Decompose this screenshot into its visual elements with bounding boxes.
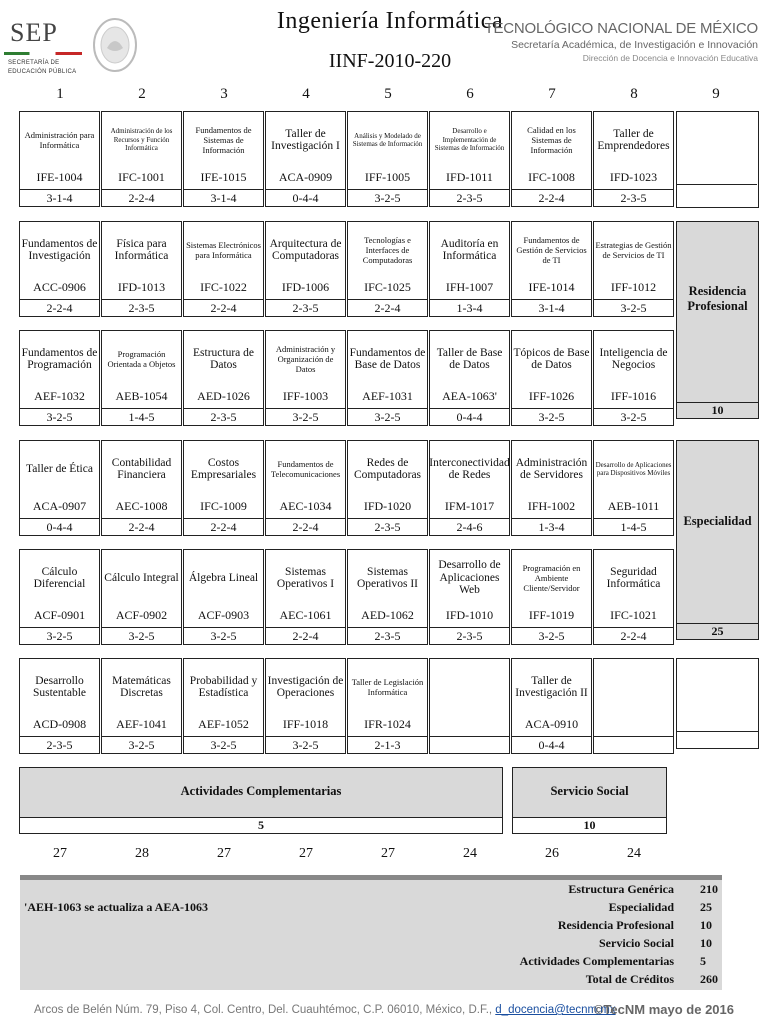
course-box[interactable]: [19, 330, 100, 426]
semester-total: 26: [545, 846, 559, 861]
course-key: IFD-1020: [363, 499, 412, 513]
footer-address: [34, 1004, 616, 1016]
summary-value: 260: [700, 972, 718, 986]
course-box[interactable]: [429, 221, 510, 317]
course-key: IFD-1006: [281, 280, 330, 294]
course-box[interactable]: [265, 658, 346, 754]
course-name: Estrategias de Gestión de Servicios de TI: [595, 240, 672, 260]
course-cell: [101, 658, 182, 737]
course-name: Programación Orientada a Objetos: [107, 349, 176, 369]
course-cell: [183, 549, 264, 628]
course-name: Análisis y Modelado de Sistemas de Información: [352, 131, 423, 148]
course-box[interactable]: [183, 111, 264, 207]
semester-total: 27: [381, 846, 395, 861]
course-key: AEA-1063': [442, 389, 497, 403]
course-name: Taller de Legislación Informática: [351, 677, 424, 697]
course-credits: 0-4-4: [265, 190, 346, 207]
course-credits: 2-3-5: [265, 300, 346, 317]
course-box[interactable]: [347, 330, 428, 426]
tecnm-header: [485, 20, 759, 63]
course-box[interactable]: [347, 111, 428, 207]
course-box[interactable]: [429, 111, 510, 207]
course-key: IFF-1003: [282, 389, 329, 403]
course-name: Matemáticas Discretas: [112, 674, 171, 699]
course-name: Desarrollo de Aplicaciones Web: [438, 559, 501, 597]
course-cell: [19, 221, 100, 300]
course-name: Interconectividad de Redes: [429, 456, 510, 481]
summary-value: 10: [700, 918, 712, 932]
semester-total: 27: [217, 846, 231, 861]
course-key: ACC-0906: [33, 280, 86, 294]
course-name: Fundamentos de Telecomunicaciones: [270, 459, 341, 479]
semester-number: 8: [630, 86, 638, 102]
course-key: ACF-0902: [115, 608, 168, 622]
course-credits: 2-2-4: [265, 519, 346, 536]
course-credits: 0-4-4: [511, 737, 592, 754]
course-cell: [101, 330, 182, 409]
servicio-social-box: [512, 767, 667, 818]
course-key: ACF-0903: [197, 608, 250, 622]
course-box[interactable]: [101, 221, 182, 317]
course-cell: [19, 111, 100, 190]
course-key: AEB-1011: [607, 499, 660, 513]
course-box[interactable]: [265, 440, 346, 536]
mexico-seal-icon: [92, 16, 138, 74]
course-cell: [265, 440, 346, 519]
course-name: Inteligencia de Negocios: [599, 346, 668, 371]
semester-number: 1: [56, 86, 64, 102]
course-cell: [593, 658, 674, 737]
sep-logo: [2, 18, 84, 80]
course-name: Fundamentos de Programación: [21, 346, 98, 371]
course-key: IFE-1014: [528, 280, 575, 294]
course-credits: 1-3-4: [429, 300, 510, 317]
course-credits: 3-1-4: [511, 300, 592, 317]
course-box[interactable]: [101, 111, 182, 207]
course-key: ACA-0910: [524, 717, 579, 731]
course-name: Desarrollo de Aplicaciones para Dispositivos Móviles: [595, 460, 672, 477]
course-credits: 2-2-4: [101, 190, 182, 207]
sep-logo-subtitle-2: EDUCACIÓN PÚBLICA: [8, 69, 77, 75]
course-key: AEF-1041: [116, 717, 167, 731]
course-box[interactable]: [429, 330, 510, 426]
course-cell: [183, 330, 264, 409]
course-cell: [347, 658, 428, 737]
semester-number: 6: [466, 86, 474, 102]
course-credits: 3-2-5: [593, 300, 674, 317]
semester-number: 7: [548, 86, 556, 102]
course-box[interactable]: [511, 330, 592, 426]
course-credits: 2-3-5: [347, 628, 428, 645]
course-box[interactable]: [183, 330, 264, 426]
tecnm-title: TECNOLÓGICO NACIONAL DE MÉXICO: [484, 20, 758, 37]
course-credits: 3-2-5: [19, 628, 100, 645]
course-credits: 3-2-5: [183, 737, 264, 754]
course-name: Fundamentos de Sistemas de Información: [195, 125, 252, 155]
course-box[interactable]: [19, 440, 100, 536]
page-title: Ingeniería Informática: [276, 8, 504, 34]
sep-logo-text: SEP: [10, 18, 58, 47]
course-box[interactable]: [265, 111, 346, 207]
course-credits: 3-1-4: [19, 190, 100, 207]
course-cell: [183, 440, 264, 519]
course-credits: 2-2-4: [265, 628, 346, 645]
course-name: Contabilidad Financiera: [111, 456, 172, 481]
course-box[interactable]: [265, 549, 346, 645]
summary-label: Estructura Genérica: [568, 882, 674, 896]
course-cell: [183, 221, 264, 300]
summary-label: Residencia Profesional: [557, 918, 674, 932]
residencia-box: [676, 221, 759, 419]
summary-label: Total de Créditos: [585, 972, 674, 986]
course-key: IFF-1005: [364, 170, 411, 184]
semester-number: 2: [138, 86, 146, 102]
course-cell: [101, 549, 182, 628]
course-cell: [101, 111, 182, 190]
course-name: Tecnologías e Interfaces de Computadoras: [362, 235, 413, 265]
course-credits: 2-3-5: [101, 300, 182, 317]
course-cell: [19, 658, 100, 737]
course-cell: [19, 549, 100, 628]
semester-total: 27: [299, 846, 313, 861]
course-credits: 2-2-4: [593, 628, 674, 645]
course-box[interactable]: [511, 440, 592, 536]
course-key: IFF-1026: [528, 389, 575, 403]
course-name: Taller de Emprendedores: [597, 127, 670, 152]
course-box[interactable]: [511, 549, 592, 645]
course-credits: 2-3-5: [429, 190, 510, 207]
course-cell: [347, 440, 428, 519]
course-credits: 3-2-5: [265, 737, 346, 754]
course-key: IFF-1016: [610, 389, 657, 403]
course-name: Sistemas Operativos II: [357, 565, 418, 590]
course-credits: 1-4-5: [101, 409, 182, 426]
course-credits: 3-2-5: [347, 409, 428, 426]
summary-value: 10: [700, 936, 712, 950]
course-name: Cálculo Diferencial: [33, 565, 86, 590]
course-credits: 2-2-4: [19, 300, 100, 317]
course-key: AED-1062: [361, 608, 414, 622]
sep-logo-stripe: [4, 52, 82, 55]
update-note: 'AEH-1063 se actualiza a AEA-1063: [24, 900, 208, 914]
course-box[interactable]: [19, 549, 100, 645]
course-credits: 3-2-5: [183, 628, 264, 645]
course-box[interactable]: [511, 221, 592, 317]
course-key: ACF-0901: [33, 608, 86, 622]
course-box[interactable]: [429, 549, 510, 645]
course-cell: [511, 549, 592, 628]
course-credits: 2-1-3: [347, 737, 428, 754]
course-key: IFD-1013: [117, 280, 166, 294]
summary-label: Servicio Social: [599, 936, 674, 950]
course-name: Desarrollo e Implementación de Sistemas de Información: [434, 127, 505, 153]
course-box[interactable]: [593, 440, 674, 536]
summary-value: 5: [700, 954, 706, 968]
course-name: Cálculo Integral: [104, 571, 179, 584]
course-cell: [101, 221, 182, 300]
course-box[interactable]: [183, 658, 264, 754]
course-credits: 2-4-6: [429, 519, 510, 536]
course-credits: 2-3-5: [19, 737, 100, 754]
course-name: Investigación de Operaciones: [267, 674, 344, 699]
plan-code: IINF-2010-220: [328, 50, 452, 72]
course-key: AEC-1008: [115, 499, 168, 513]
course-cell: [511, 330, 592, 409]
course-box[interactable]: [101, 440, 182, 536]
summary-value: 25: [700, 900, 712, 914]
semester-total: 24: [627, 846, 641, 861]
course-cell: [265, 330, 346, 409]
summary-label: Actividades Complementarias: [519, 954, 674, 968]
semester-number: 4: [302, 86, 310, 102]
course-name: Administración de los Recursos y Función Informática: [110, 127, 173, 153]
course-credits: 2-2-4: [101, 519, 182, 536]
course-key: AEF-1032: [34, 389, 85, 403]
course-key: IFR-1024: [364, 717, 411, 731]
course-credits: 3-2-5: [593, 409, 674, 426]
especialidad-label: Especialidad: [683, 514, 752, 528]
course-credits: 3-2-5: [265, 409, 346, 426]
course-box[interactable]: [183, 440, 264, 536]
course-box[interactable]: [511, 111, 592, 207]
semester-9-empty-box-2: [676, 658, 759, 749]
course-key: AEF-1052: [198, 717, 249, 731]
course-box[interactable]: [511, 658, 592, 754]
course-credits: 2-2-4: [183, 300, 264, 317]
course-cell: [347, 221, 428, 300]
semester-9-divider-1: [676, 184, 757, 185]
footer-address-text: Arcos de Belén Núm. 79, Piso 4, Col. Centro, Del. Cuauhtémoc, C.P. 06010, México, D.F.,: [34, 1004, 496, 1016]
semester-number: 3: [220, 86, 228, 102]
course-name: Fundamentos de Gestión de Servicios de TI: [516, 235, 587, 265]
semester-9-empty-box-1: [676, 111, 759, 208]
course-cell: [101, 440, 182, 519]
course-cell: [511, 111, 592, 190]
course-name: Administración para Informática: [24, 130, 95, 150]
course-cell: [183, 658, 264, 737]
course-credits: 0-4-4: [429, 409, 510, 426]
course-box: [429, 658, 510, 754]
course-credits: 2-2-4: [511, 190, 592, 207]
semester-number: 9: [712, 86, 720, 102]
course-key: AEF-1031: [362, 389, 413, 403]
course-credits: 3-2-5: [101, 737, 182, 754]
course-key: IFC-1008: [528, 170, 575, 184]
course-credits: 1-3-4: [511, 519, 592, 536]
course-name: Taller de Ética: [26, 462, 93, 475]
course-credits: 3-2-5: [101, 628, 182, 645]
course-credits: 2-2-4: [183, 519, 264, 536]
course-key: IFE-1004: [36, 170, 83, 184]
residencia-label: Residencia Profesional: [687, 284, 748, 313]
course-cell: [183, 111, 264, 190]
course-box[interactable]: [593, 221, 674, 317]
course-key: IFF-1012: [610, 280, 657, 294]
summary-label: Especialidad: [608, 900, 674, 914]
course-box[interactable]: [19, 658, 100, 754]
course-cell: [19, 330, 100, 409]
course-box[interactable]: [101, 658, 182, 754]
course-cell: [429, 440, 510, 519]
course-box[interactable]: [429, 440, 510, 536]
course-key: AEC-1061: [279, 608, 332, 622]
course-name: Administración y Organización de Datos: [275, 344, 336, 374]
course-box[interactable]: [593, 549, 674, 645]
course-name: Redes de Computadoras: [353, 456, 422, 481]
course-name: Fundamentos de Base de Datos: [349, 346, 426, 371]
course-key: IFC-1009: [200, 499, 247, 513]
course-key: IFF-1018: [282, 717, 329, 731]
course-key: IFF-1019: [528, 608, 575, 622]
especialidad-value: 25: [677, 623, 758, 640]
course-box[interactable]: [265, 221, 346, 317]
course-name: Programación en Ambiente Cliente/Servidor: [522, 563, 581, 593]
course-cell: [593, 111, 674, 190]
course-cell: [511, 221, 592, 300]
course-name: Arquitectura de Computadoras: [269, 237, 342, 262]
actividades-box: [19, 767, 503, 818]
course-cell: [347, 330, 428, 409]
course-cell: [265, 111, 346, 190]
course-key: IFD-1011: [446, 170, 493, 184]
course-name: Administración de Servidores: [515, 456, 588, 481]
course-cell: [511, 658, 592, 737]
course-key: IFC-1025: [364, 280, 411, 294]
course-name: Taller de Investigación II: [515, 674, 588, 699]
course-credits: 2-3-5: [183, 409, 264, 426]
course-name: Sistemas Operativos I: [276, 565, 335, 590]
course-credits: 0-4-4: [19, 519, 100, 536]
course-credits: [429, 737, 510, 754]
course-box[interactable]: [183, 221, 264, 317]
course-box[interactable]: [593, 330, 674, 426]
course-credits: 3-2-5: [19, 409, 100, 426]
course-cell: [429, 221, 510, 300]
course-credits: [593, 737, 674, 754]
course-box[interactable]: [347, 658, 428, 754]
course-credits: 2-3-5: [429, 628, 510, 645]
semester-number: 5: [384, 86, 392, 102]
actividades-value: 5: [19, 817, 503, 834]
course-name: Fundamentos de Investigación: [21, 237, 98, 262]
course-box[interactable]: [101, 549, 182, 645]
especialidad-box: [676, 440, 759, 640]
course-box[interactable]: [19, 111, 100, 207]
course-cell: [265, 549, 346, 628]
course-name: Seguridad Informática: [606, 565, 661, 590]
course-cell: [347, 549, 428, 628]
course-name: Sistemas Electrónicos para Informática: [186, 240, 261, 260]
tecnm-subtitle: Secretaría Académica, de Investigación e Innovación: [511, 39, 758, 51]
course-cell: [593, 440, 674, 519]
course-credits: 3-2-5: [347, 190, 428, 207]
course-cell: [347, 111, 428, 190]
servicio-social-label: Servicio Social: [550, 784, 629, 798]
course-cell: [429, 111, 510, 190]
course-box[interactable]: [183, 549, 264, 645]
residencia-value: 10: [677, 402, 758, 419]
semester-total: 27: [53, 846, 67, 861]
course-key: IFC-1022: [200, 280, 247, 294]
course-cell: [593, 330, 674, 409]
course-name: Auditoría en Informática: [440, 237, 499, 262]
course-name: Física para Informática: [114, 237, 169, 262]
course-key: AEC-1034: [279, 499, 332, 513]
course-key: IFH-1002: [527, 499, 576, 513]
course-credits: 2-3-5: [347, 519, 428, 536]
sep-logo-subtitle-1: SECRETARÍA DE: [8, 60, 60, 66]
course-key: IFM-1017: [444, 499, 495, 513]
footer-email-link[interactable]: d_docencia@tecnm.mx: [495, 1004, 616, 1016]
course-cell: [19, 440, 100, 519]
course-credits: 2-3-5: [593, 190, 674, 207]
course-name: Estructura de Datos: [193, 346, 254, 371]
course-credits: 3-2-5: [511, 409, 592, 426]
course-box: [593, 658, 674, 754]
course-key: ACD-0908: [32, 717, 87, 731]
course-box[interactable]: [347, 221, 428, 317]
course-name: Desarrollo Sustentable: [32, 674, 87, 699]
course-box[interactable]: [347, 440, 428, 536]
course-key: AED-1026: [197, 389, 250, 403]
actividades-label: Actividades Complementarias: [180, 784, 342, 798]
course-key: IFH-1007: [445, 280, 494, 294]
course-cell: [265, 658, 346, 737]
course-name: Tópicos de Base de Datos: [513, 346, 590, 371]
footer-copyright: ©TecNM mayo de 2016: [593, 1002, 734, 1017]
course-credits: 3-1-4: [183, 190, 264, 207]
course-key: IFC-1001: [118, 170, 165, 184]
course-key: IFC-1021: [610, 608, 657, 622]
course-box[interactable]: [101, 330, 182, 426]
course-cell: [593, 221, 674, 300]
servicio-social-value: 10: [512, 817, 667, 834]
course-key: AEB-1054: [115, 389, 168, 403]
course-name: Calidad en los Sistemas de Información: [527, 125, 576, 155]
course-cell: [429, 330, 510, 409]
course-cell: [593, 549, 674, 628]
course-credits: 3-2-5: [511, 628, 592, 645]
course-key: ACA-0907: [32, 499, 87, 513]
semester-total: 24: [463, 846, 477, 861]
semester-total: 28: [135, 846, 149, 861]
course-name: Taller de Base de Datos: [436, 346, 503, 371]
course-box[interactable]: [593, 111, 674, 207]
course-box[interactable]: [19, 221, 100, 317]
course-name: Taller de Investigación I: [271, 127, 340, 152]
course-credits: 2-2-4: [347, 300, 428, 317]
summary-value: 210: [700, 882, 718, 896]
course-cell: [511, 440, 592, 519]
course-cell: [429, 658, 510, 737]
course-cell: [265, 221, 346, 300]
course-box[interactable]: [265, 330, 346, 426]
course-key: IFD-1010: [445, 608, 494, 622]
course-name: Probabilidad y Estadística: [189, 674, 258, 699]
course-name: Álgebra Lineal: [188, 571, 259, 584]
course-key: ACA-0909: [278, 170, 333, 184]
course-key: IFD-1023: [609, 170, 658, 184]
course-key: IFE-1015: [200, 170, 247, 184]
course-credits: 1-4-5: [593, 519, 674, 536]
course-box[interactable]: [347, 549, 428, 645]
course-cell: [429, 549, 510, 628]
tecnm-direction: Dirección de Docencia e Innovación Educativa: [582, 53, 758, 63]
course-name: Costos Empresariales: [190, 456, 257, 481]
